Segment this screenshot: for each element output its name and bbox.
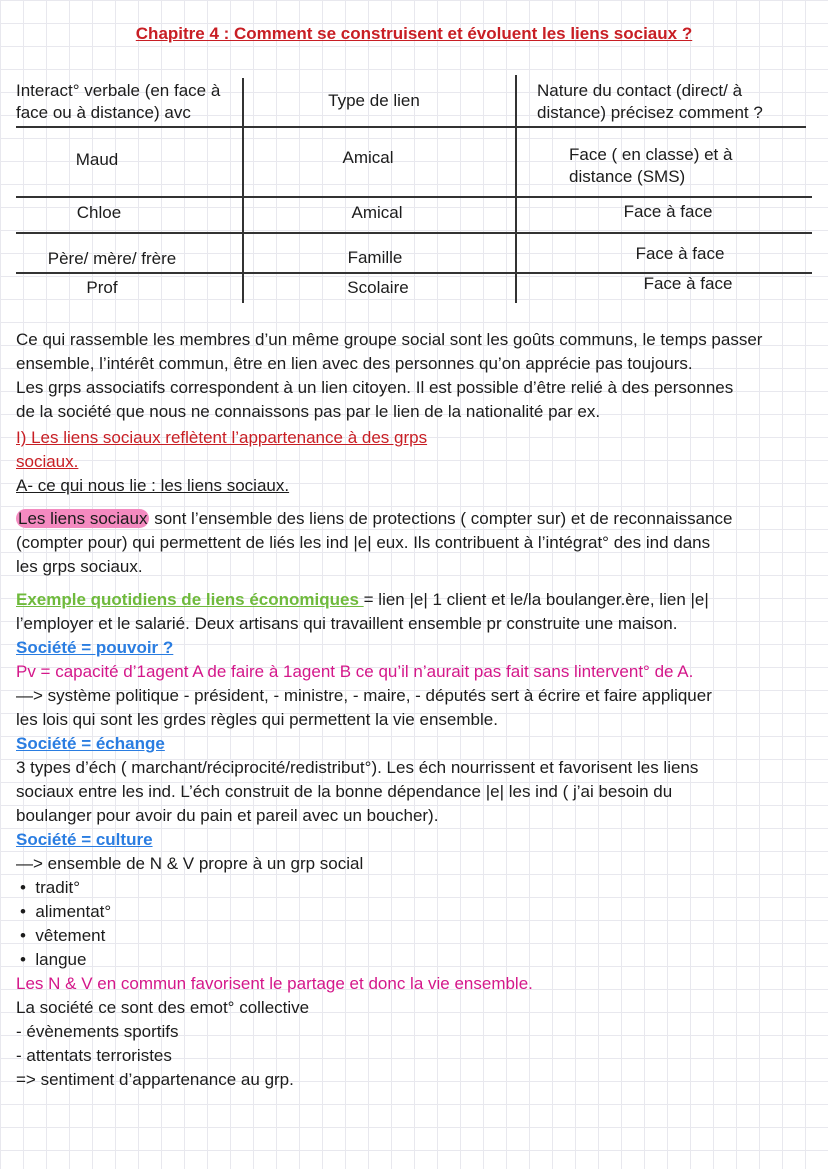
bullet-text: langue — [35, 950, 87, 969]
text-line: sociaux entre les ind. L’éch construit de la bonne dépendance |e| les ind ( j’ai besoin du — [16, 782, 673, 801]
text-line: ensemble, l’intérêt commun, être en lien avec des personnes qu’on apprécie pas toujours. — [16, 354, 693, 373]
table-cell: Amical — [351, 203, 403, 222]
table-cell: Amical — [342, 148, 394, 167]
table-cell: Famille — [347, 248, 403, 267]
text-line: —> système politique - président, - ministre, - maire, - députés sert à écrire et faire appliquer — [16, 686, 712, 705]
text-line: les grps sociaux. — [16, 557, 143, 576]
page-title: Chapitre 4 : Comment se construisent et évoluent les liens sociaux ? — [135, 24, 693, 43]
text-line: = lien |e| 1 client et le/la boulanger.ère, lien |e| — [363, 590, 709, 609]
section-title: I) Les liens sociaux reflètent l’appartenance à des grps — [16, 428, 428, 447]
table-cell: Chloe — [76, 203, 122, 222]
table-header: Interact° verbale (en face à face ou à distance) avc — [16, 81, 221, 122]
table-cell: Maud — [75, 150, 119, 169]
text-line: Ce qui rassemble les membres d’un même groupe social sont les goûts communs, le temps passer — [16, 330, 763, 349]
table-rule — [16, 126, 806, 128]
section-heading — [16, 426, 826, 498]
table-cell: Face à face — [623, 202, 713, 221]
text-line: boulanger pour avoir du pain et pareil avec un boucher). — [16, 806, 439, 825]
pouvoir-heading: Société = pouvoir ? — [16, 638, 174, 657]
table-cell: Face ( en classe) et à distance (SMS) — [569, 145, 733, 186]
subsection-title: A- ce qui nous lie : les liens sociaux. — [16, 476, 290, 495]
text-line: de la société que nous ne connaissons pas par le lien de la nationalité par ex. — [16, 402, 601, 421]
bullet-item: • alimentat° — [20, 902, 112, 921]
table-header: Nature du contact (direct/ à distance) précisez comment ? — [537, 81, 763, 122]
bullet-text: alimentat° — [35, 902, 112, 921]
table-header: Type de lien — [328, 91, 420, 110]
table-cell: Prof — [86, 278, 118, 297]
culture-heading: Société = culture — [16, 830, 153, 849]
bullet-item: • langue — [20, 950, 87, 969]
culture-summary: Les N & V en commun favorisent le partage et donc la vie ensemble. — [16, 974, 533, 993]
definition-paragraph — [16, 507, 826, 579]
economic-example — [16, 588, 826, 636]
pouvoir-definition: Pv = capacité d’1agent A de faire à 1agent B ce qu’il n’aurait pas fait sans lintervent° de A. — [16, 662, 694, 681]
section-title: sociaux. — [16, 452, 79, 471]
text-line: - attentats terroristes — [16, 1046, 172, 1065]
text-line: l’employer et le salarié. Deux artisans qui travaillent ensemble pr construite une maison. — [16, 614, 678, 633]
table-rule — [16, 196, 812, 198]
text-line: sont l’ensemble des liens de protections ( compter sur) et de reconnaissance — [149, 509, 733, 528]
text-line: Les grps associatifs correspondent à un lien citoyen. Il est possible d’être relié à des personnes — [16, 378, 734, 397]
bullet-text: vêtement — [35, 926, 106, 945]
table-divider — [515, 75, 517, 303]
pouvoir-section — [16, 636, 826, 732]
text-line: - évènements sportifs — [16, 1022, 179, 1041]
text-line: La société ce sont des emot° collective — [16, 998, 310, 1017]
bullet-item: • vêtement — [20, 926, 106, 945]
example-label: Exemple quotidiens de liens économiques — [16, 590, 364, 609]
bullet-text: tradit° — [35, 878, 80, 897]
conclusion-line: => sentiment d’appartenance au grp. — [16, 1070, 294, 1089]
text-line: —> ensemble de N & V propre à un grp social — [16, 854, 364, 873]
echange-heading: Société = échange — [16, 734, 165, 753]
table-cell: Face à face — [643, 274, 733, 293]
bullet-item: • tradit° — [20, 878, 80, 897]
highlighted-term: Les liens sociaux — [18, 509, 148, 528]
table-cell: Père/ mère/ frère — [47, 249, 177, 268]
intro-paragraph — [16, 328, 826, 424]
table-rule — [16, 232, 812, 234]
text-line: les lois qui sont les grdes règles qui permettent la vie ensemble. — [16, 710, 498, 729]
echange-section — [16, 732, 826, 828]
text-line: (compter pour) qui permettent de liés les ind |e| eux. Ils contribuent à l’intégrat° des ind dans — [16, 533, 711, 552]
culture-section — [16, 828, 826, 1092]
relations-table — [0, 0, 828, 310]
table-cell: Face à face — [635, 244, 725, 263]
table-cell: Scolaire — [347, 278, 409, 297]
text-line: 3 types d’éch ( marchant/réciprocité/redistribut°). Les éch nourrissent et favorisent les liens — [16, 758, 699, 777]
